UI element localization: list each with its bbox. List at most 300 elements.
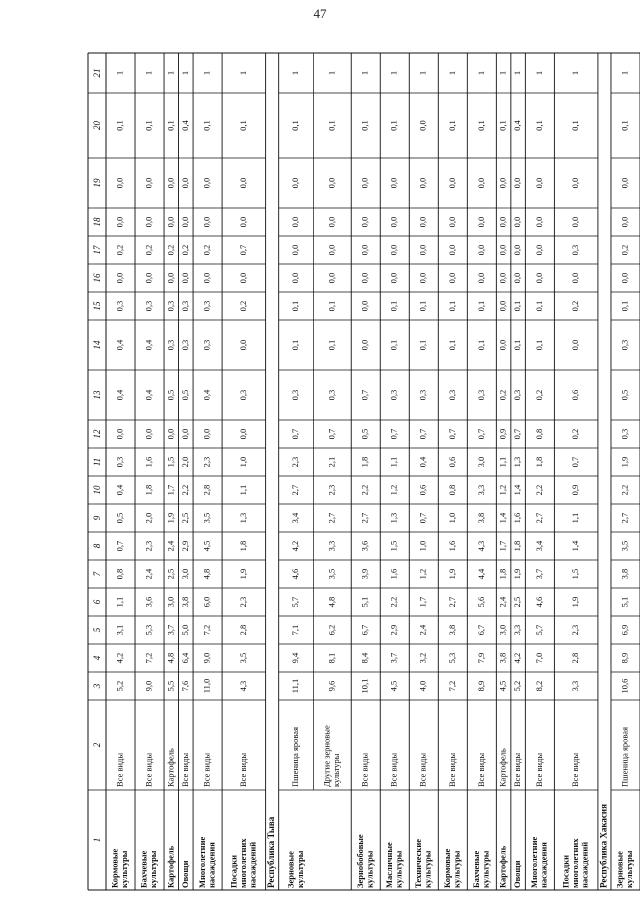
crop-type: Все виды — [475, 752, 486, 787]
value-cell: 0,4 — [143, 339, 154, 351]
crop-type: Картофель — [165, 748, 176, 787]
value-cell: 0,0 — [290, 244, 301, 256]
value-cell: 0,4 — [201, 389, 212, 401]
value-cell: 0,1 — [533, 300, 544, 312]
value-cell: 5,0 — [179, 624, 190, 636]
value-cell: 2,3 — [290, 456, 301, 468]
value-cell: 0,0 — [388, 216, 399, 228]
value-cell: 4,8 — [165, 652, 176, 664]
value-cell: 2,3 — [143, 540, 154, 552]
value-cell: 4,4 — [475, 568, 486, 580]
value-cell: 0,3 — [237, 389, 248, 401]
value-cell: 0,1 — [446, 339, 457, 351]
value-cell: 0,0 — [446, 216, 457, 228]
value-cell: 8,4 — [359, 652, 370, 664]
value-cell: 7,1 — [290, 624, 301, 636]
crop-group: культуры — [480, 850, 491, 888]
value-cell: 2,0 — [143, 512, 154, 524]
value-cell: 3,0 — [475, 456, 486, 468]
value-cell: 0,0 — [359, 272, 370, 284]
value-cell: 2,8 — [237, 624, 248, 636]
header-cell: 18 — [92, 217, 103, 227]
value-cell: 0,2 — [179, 244, 190, 256]
value-cell: 3,9 — [359, 568, 370, 580]
value-cell: 0,0 — [533, 272, 544, 284]
value-cell: 7,6 — [179, 680, 190, 692]
crop-group: Кормовые — [109, 848, 120, 888]
crop-group: Зерновые — [614, 851, 625, 888]
value-cell: 4,5 — [497, 680, 508, 692]
value-cell: 1,9 — [512, 568, 523, 580]
value-cell: 0,7 — [290, 428, 301, 440]
crop-group: культуры — [451, 850, 462, 888]
value-cell: 0,8 — [446, 484, 457, 496]
value-cell: 0,0 — [533, 244, 544, 256]
value-cell: 1,8 — [143, 484, 154, 496]
value-cell: 2,7 — [290, 484, 301, 496]
value-cell: 0,0 — [143, 428, 154, 440]
value-cell: 3,3 — [512, 624, 523, 636]
value-cell: 1,2 — [497, 484, 508, 496]
value-cell: 1,9 — [570, 596, 581, 608]
value-cell: 0,0 — [619, 272, 630, 284]
value-cell: 0,0 — [619, 216, 630, 228]
value-cell: 1 — [237, 70, 248, 76]
value-cell: 9,0 — [143, 680, 154, 692]
value-cell: 1 — [114, 70, 125, 76]
value-cell: 9,6 — [326, 680, 337, 692]
value-cell: 0,0 — [179, 272, 190, 284]
value-cell: 3,8 — [179, 596, 190, 608]
crop-type: Все виды — [446, 752, 457, 787]
value-cell: 3,0 — [165, 596, 176, 608]
value-cell: 0,3 — [179, 339, 190, 351]
value-cell: 0,4 — [512, 120, 523, 131]
value-cell: 0,7 — [512, 428, 523, 440]
value-cell: 2,3 — [201, 456, 212, 468]
value-cell: 0,5 — [114, 512, 125, 524]
value-cell: 3,3 — [570, 680, 581, 692]
value-cell: 5,7 — [533, 624, 544, 636]
crop-group: культуры — [393, 850, 404, 888]
value-cell: 0,0 — [201, 216, 212, 228]
value-cell: 0,1 — [475, 339, 486, 351]
value-cell: 1,5 — [388, 540, 399, 552]
value-cell: 6,7 — [475, 624, 486, 636]
value-cell: 0,0 — [417, 244, 428, 256]
value-cell: 4,3 — [475, 540, 486, 552]
value-cell: 0,6 — [446, 456, 457, 468]
value-cell: 8,9 — [619, 652, 630, 664]
value-cell: 0,0 — [570, 177, 581, 189]
value-cell: 0,1 — [475, 300, 486, 312]
value-cell: 0,0 — [359, 300, 370, 312]
crop-group: Посадки — [228, 854, 239, 888]
value-cell: 1 — [570, 70, 581, 76]
value-cell: 0,0 — [497, 339, 508, 351]
value-cell: 0,3 — [114, 300, 125, 312]
value-cell: 4,0 — [417, 680, 428, 692]
crop-group: Кормовые — [442, 848, 453, 888]
value-cell: 1,1 — [388, 456, 399, 468]
value-cell: 3,1 — [114, 624, 125, 636]
value-cell: 1 — [388, 70, 399, 76]
value-cell: 4,2 — [512, 652, 523, 664]
value-cell: 0,0 — [619, 177, 630, 189]
value-cell: 0,0 — [290, 177, 301, 189]
value-cell: 0,1 — [388, 120, 399, 131]
value-cell: 0,2 — [533, 389, 544, 401]
value-cell: 1,3 — [237, 512, 248, 524]
value-cell: 1,5 — [570, 568, 581, 580]
value-cell: 0,5 — [165, 389, 176, 401]
crop-type: Картофель — [497, 748, 508, 787]
value-cell: 0,0 — [497, 216, 508, 228]
crop-group: Посадки — [560, 854, 571, 888]
crop-group: Бахчевые — [471, 850, 482, 888]
header-cell: 11 — [92, 457, 103, 467]
value-cell: 3,8 — [475, 512, 486, 524]
value-cell: 11,1 — [290, 678, 301, 694]
value-cell: 0,5 — [179, 389, 190, 401]
value-cell: 0,4 — [143, 389, 154, 401]
value-cell: 1,9 — [619, 456, 630, 468]
crop-group: Зерновые — [285, 851, 296, 888]
value-cell: 0,0 — [512, 216, 523, 228]
value-cell: 0,1 — [290, 120, 301, 131]
value-cell: 0,3 — [388, 389, 399, 401]
value-cell: 1 — [143, 70, 154, 76]
crop-group: Многолетние — [529, 836, 540, 888]
value-cell: 0,2 — [497, 389, 508, 401]
value-cell: 3,5 — [201, 512, 212, 524]
value-cell: 2,2 — [359, 484, 370, 496]
value-cell: 8,9 — [475, 680, 486, 692]
value-cell: 2,0 — [179, 456, 190, 468]
value-cell: 0,1 — [143, 120, 154, 131]
header-cell: 1 — [92, 837, 103, 843]
value-cell: 0,3 — [165, 300, 176, 312]
value-cell: 0,7 — [475, 428, 486, 440]
value-cell: 0,0 — [201, 428, 212, 440]
value-cell: 0,0 — [497, 272, 508, 284]
value-cell: 0,0 — [570, 339, 581, 351]
value-cell: 0,7 — [446, 428, 457, 440]
value-cell: 6,4 — [179, 652, 190, 664]
value-cell: 0,7 — [359, 389, 370, 401]
crop-group: культуры — [148, 850, 159, 888]
value-cell: 1,1 — [114, 596, 125, 608]
value-cell: 0,1 — [446, 300, 457, 312]
value-cell: 7,2 — [143, 652, 154, 664]
value-cell: 1,2 — [417, 568, 428, 580]
value-cell: 4,8 — [326, 596, 337, 608]
crop-group: насаждений — [579, 841, 590, 888]
value-cell: 0,0 — [237, 272, 248, 284]
crop-group: Картофель — [497, 845, 508, 888]
value-cell: 4,2 — [114, 652, 125, 664]
value-cell: 0,3 — [475, 389, 486, 401]
value-cell: 5,6 — [475, 596, 486, 608]
value-cell: 1,9 — [237, 568, 248, 580]
value-cell: 1 — [165, 70, 176, 76]
value-cell: 9,0 — [201, 652, 212, 664]
value-cell: 4,6 — [290, 568, 301, 580]
value-cell: 0,0 — [326, 216, 337, 228]
value-cell: 0,1 — [359, 120, 370, 131]
value-cell: 0,0 — [179, 216, 190, 228]
value-cell: 0,0 — [475, 244, 486, 256]
value-cell: 1,4 — [497, 512, 508, 524]
value-cell: 0,1 — [290, 300, 301, 312]
value-cell: 4,5 — [388, 680, 399, 692]
header-cell: 19 — [92, 178, 103, 188]
value-cell: 0,0 — [165, 216, 176, 228]
value-cell: 0,9 — [570, 484, 581, 496]
value-cell: 0,2 — [570, 300, 581, 312]
value-cell: 1,0 — [446, 512, 457, 524]
value-cell: 1,8 — [497, 568, 508, 580]
crop-type: Пшеница яровая — [290, 727, 301, 787]
value-cell: 5,7 — [290, 596, 301, 608]
value-cell: 0,0 — [388, 272, 399, 284]
header-cell: 6 — [92, 599, 103, 605]
value-cell: 5,1 — [619, 596, 630, 608]
crop-group: Овощи — [512, 860, 523, 888]
value-cell: 0,0 — [497, 244, 508, 256]
value-cell: 1 — [497, 70, 508, 76]
value-cell: 0,7 — [417, 428, 428, 440]
value-cell: 3,8 — [446, 624, 457, 636]
crop-group: Овощи — [179, 860, 190, 888]
value-cell: 0,0 — [475, 177, 486, 189]
value-cell: 2,4 — [497, 596, 508, 608]
crop-group: Бахчевые — [138, 850, 149, 888]
crop-group: Многолетние — [196, 836, 207, 888]
value-cell: 1 — [417, 70, 428, 76]
value-cell: 0,0 — [114, 177, 125, 189]
value-cell: 2,3 — [570, 624, 581, 636]
value-cell: 1,9 — [446, 568, 457, 580]
value-cell: 0,0 — [179, 177, 190, 189]
value-cell: 3,0 — [497, 624, 508, 636]
value-cell: 0,0 — [497, 177, 508, 189]
crop-type: Другие зерновые — [321, 725, 332, 787]
value-cell: 0,0 — [388, 177, 399, 189]
value-cell: 7,0 — [533, 652, 544, 664]
value-cell: 4,3 — [237, 680, 248, 692]
value-cell: 0,4 — [114, 484, 125, 496]
value-cell: 0,0 — [446, 244, 457, 256]
value-cell: 0,8 — [533, 428, 544, 440]
value-cell: 0,6 — [417, 484, 428, 496]
crop-group: Технические — [412, 838, 423, 888]
value-cell: 5,3 — [143, 624, 154, 636]
crop-type: Все виды — [114, 752, 125, 787]
value-cell: 0,0 — [114, 428, 125, 440]
value-cell: 3,5 — [619, 540, 630, 552]
value-cell: 0,3 — [165, 339, 176, 351]
value-cell: 11,0 — [201, 678, 212, 694]
crop-group: культуры — [119, 850, 130, 888]
value-cell: 2,4 — [417, 624, 428, 636]
value-cell: 0,2 — [143, 244, 154, 256]
value-cell: 2,9 — [388, 624, 399, 636]
value-cell: 0,4 — [114, 389, 125, 401]
value-cell: 0,0 — [512, 177, 523, 189]
value-cell: 0,1 — [475, 120, 486, 131]
value-cell: 3,6 — [143, 596, 154, 608]
value-cell: 10,1 — [359, 678, 370, 694]
value-cell: 0,0 — [417, 272, 428, 284]
value-cell: 0,0 — [165, 428, 176, 440]
value-cell: 1,4 — [570, 540, 581, 552]
value-cell: 3,0 — [179, 568, 190, 580]
value-cell: 3,6 — [359, 540, 370, 552]
value-cell: 4,6 — [533, 596, 544, 608]
value-cell: 2,2 — [388, 596, 399, 608]
value-cell: 0,0 — [570, 272, 581, 284]
value-cell: 1,7 — [165, 484, 176, 496]
value-cell: 8,1 — [326, 652, 337, 664]
value-cell: 1 — [619, 70, 630, 76]
value-cell: 0,1 — [446, 120, 457, 131]
value-cell: 0,0 — [201, 272, 212, 284]
value-cell: 0,1 — [326, 120, 337, 131]
value-cell: 0,0 — [359, 216, 370, 228]
value-cell: 3,4 — [290, 512, 301, 524]
value-cell: 0,0 — [570, 216, 581, 228]
value-cell: 1,8 — [512, 540, 523, 552]
crop-group: Картофель — [165, 845, 176, 888]
value-cell: 0,4 — [179, 120, 190, 131]
value-cell: 0,1 — [388, 300, 399, 312]
header-cell: 16 — [92, 273, 103, 283]
value-cell: 0,0 — [359, 177, 370, 189]
value-cell: 0,0 — [359, 244, 370, 256]
value-cell: 0,0 — [290, 272, 301, 284]
value-cell: 1 — [290, 70, 301, 76]
value-cell: 0,0 — [114, 272, 125, 284]
value-cell: 2,8 — [570, 652, 581, 664]
value-cell: 3,7 — [165, 624, 176, 636]
value-cell: 3,5 — [326, 568, 337, 580]
value-cell: 0,1 — [417, 339, 428, 351]
value-cell: 0,3 — [179, 300, 190, 312]
value-cell: 0,3 — [114, 456, 125, 468]
crop-type: Все виды — [533, 752, 544, 787]
crop-type: Все виды — [417, 752, 428, 787]
value-cell: 1 — [512, 70, 523, 76]
value-cell: 0,1 — [165, 120, 176, 131]
value-cell: 10,6 — [619, 678, 630, 694]
value-cell: 8,2 — [533, 680, 544, 692]
value-cell: 0,1 — [533, 339, 544, 351]
value-cell: 0,1 — [290, 339, 301, 351]
header-cell: 9 — [92, 515, 103, 521]
value-cell: 1,3 — [512, 456, 523, 468]
header-cell: 21 — [92, 68, 103, 78]
value-cell: 2,2 — [533, 484, 544, 496]
value-cell: 6,9 — [619, 624, 630, 636]
crop-group: многолетних — [570, 838, 581, 888]
value-cell: 0,1 — [417, 300, 428, 312]
value-cell: 0,7 — [417, 512, 428, 524]
value-cell: 6,2 — [326, 624, 337, 636]
value-cell: 0,4 — [417, 456, 428, 468]
value-cell: 0,7 — [237, 244, 248, 256]
value-cell: 2,5 — [179, 512, 190, 524]
value-cell: 3,3 — [475, 484, 486, 496]
value-cell: 0,3 — [570, 244, 581, 256]
value-cell: 0,3 — [201, 339, 212, 351]
value-cell: 0,2 — [165, 244, 176, 256]
value-cell: 6,0 — [201, 596, 212, 608]
value-cell: 0,8 — [114, 568, 125, 580]
value-cell: 0,0 — [497, 300, 508, 312]
crop-group: культуры — [294, 850, 305, 888]
value-cell: 4,2 — [290, 540, 301, 552]
value-cell: 0,9 — [497, 428, 508, 440]
value-cell: 7,2 — [201, 624, 212, 636]
value-cell: 1 — [446, 70, 457, 76]
header-cell: 14 — [92, 340, 103, 350]
value-cell: 0,0 — [143, 216, 154, 228]
value-cell: 0,7 — [114, 540, 125, 552]
value-cell: 0,0 — [237, 339, 248, 351]
crop-type: Все виды — [237, 752, 248, 787]
value-cell: 5,1 — [359, 596, 370, 608]
value-cell: 2,3 — [237, 596, 248, 608]
crop-type: Все виды — [179, 752, 190, 787]
value-cell: 1 — [359, 70, 370, 76]
value-cell: 2,5 — [512, 596, 523, 608]
value-cell: 0,2 — [619, 244, 630, 256]
value-cell: 1 — [326, 70, 337, 76]
header-cell: 13 — [92, 390, 103, 400]
crop-group: насаждения — [206, 842, 217, 888]
value-cell: 0,0 — [237, 216, 248, 228]
value-cell: 7,2 — [446, 680, 457, 692]
header-cell: 3 — [92, 683, 103, 689]
value-cell: 0,0 — [417, 120, 428, 131]
value-cell: 0,1 — [497, 120, 508, 131]
value-cell: 0,1 — [326, 339, 337, 351]
value-cell: 0,0 — [475, 216, 486, 228]
header-cell: 2 — [92, 742, 103, 748]
value-cell: 0,5 — [359, 428, 370, 440]
value-cell: 0,0 — [475, 272, 486, 284]
value-cell: 1,0 — [417, 540, 428, 552]
value-cell: 0,0 — [512, 244, 523, 256]
value-cell: 9,4 — [290, 652, 301, 664]
value-cell: 1 — [201, 70, 212, 76]
value-cell: 2,4 — [143, 568, 154, 580]
value-cell: 0,1 — [388, 339, 399, 351]
value-cell: 0,0 — [201, 177, 212, 189]
value-cell: 0,0 — [165, 177, 176, 189]
value-cell: 0,0 — [533, 216, 544, 228]
value-cell: 0,3 — [619, 428, 630, 440]
header-cell: 10 — [92, 485, 103, 495]
value-cell: 0,0 — [359, 339, 370, 351]
value-cell: 5,2 — [114, 680, 125, 692]
value-cell: 0,3 — [446, 389, 457, 401]
value-cell: 0,3 — [417, 389, 428, 401]
value-cell: 1 — [179, 70, 190, 76]
value-cell: 0,0 — [143, 272, 154, 284]
value-cell: 4,5 — [201, 540, 212, 552]
